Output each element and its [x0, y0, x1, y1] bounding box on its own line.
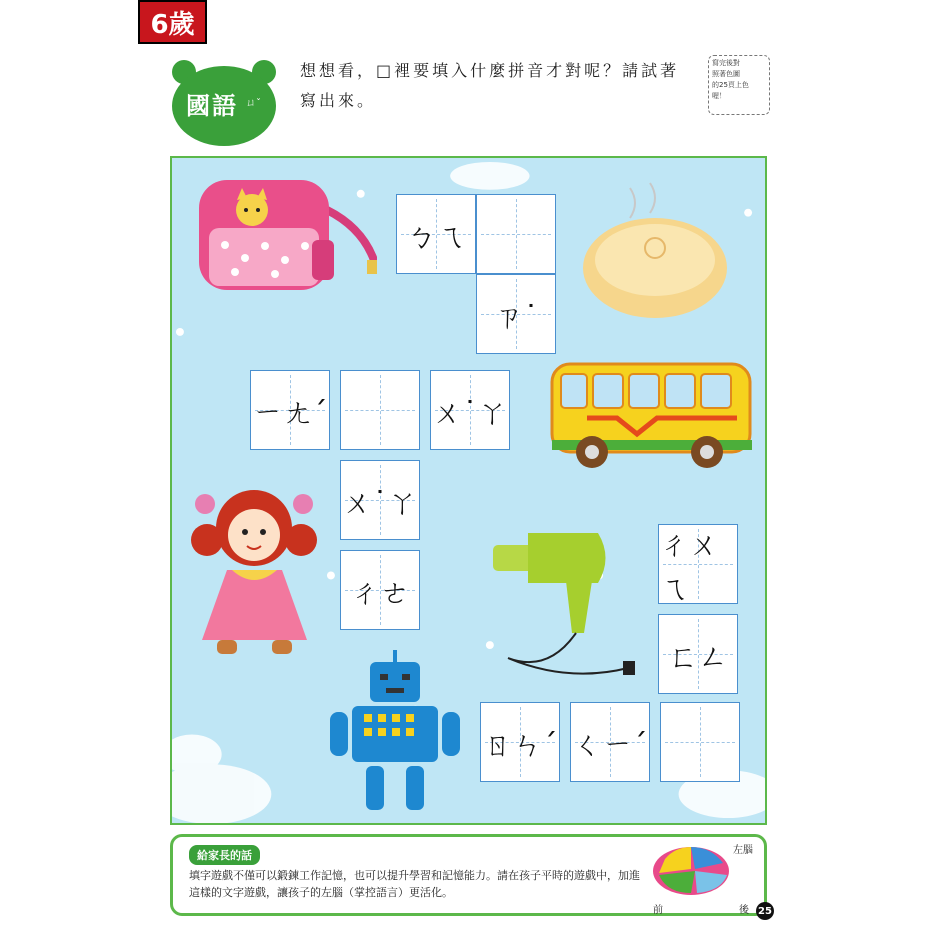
- parent-note-text: 填字遊戲不僅可以鍛鍊工作記憶，也可以提升學習和記憶能力。請在孩子平時的遊戲中，加進這樣的文字遊戲，讓孩子的左腦（掌控語言）更活化。: [189, 869, 640, 899]
- crossword-cell[interactable]: [480, 702, 560, 782]
- crossword-cell-text: ㄗ˙: [493, 300, 539, 335]
- crossword-cell-text: ㄑㄧˊ: [572, 728, 648, 763]
- brain-left-label: 左腦: [733, 845, 753, 856]
- instructions: 想想看，□裡要填入什麼拼音才對呢？請試著寫出來。: [300, 61, 680, 110]
- backpack-illustration: [187, 170, 377, 300]
- coloring-note-line: 寫完後對: [712, 59, 740, 67]
- age-badge: 6歲: [138, 0, 207, 44]
- coloring-note-line: 的25頁上色: [712, 81, 749, 89]
- crossword-cell-text: ㄧㄤˊ: [252, 396, 328, 431]
- crossword-cell[interactable]: [658, 524, 738, 604]
- crossword-cell-text: ㄔㄨㄟ: [659, 528, 719, 604]
- brain-front-label: 前: [653, 905, 663, 916]
- coloring-note-line: 照著色圖: [712, 70, 740, 78]
- crossword-cell[interactable]: [570, 702, 650, 782]
- parent-note-title: 給家長的話: [189, 845, 260, 865]
- brain-back-label: 後: [739, 905, 749, 916]
- crossword-cell-blank[interactable]: [660, 702, 740, 782]
- parent-note: [170, 834, 767, 916]
- crossword-cell-text: ㄖㄣˊ: [482, 728, 558, 763]
- crossword-cell-blank[interactable]: [476, 194, 556, 274]
- crossword-cell-text: ㄅㄟ: [406, 220, 466, 255]
- robot-illustration: [330, 648, 460, 818]
- subject-title: 國語: [186, 92, 238, 120]
- steamed-bun-illustration: [580, 178, 740, 318]
- crossword-cell[interactable]: [250, 370, 330, 450]
- crossword-cell[interactable]: [340, 550, 420, 630]
- crossword-cell-text: ㄔㄜ: [350, 576, 410, 611]
- crossword-cell[interactable]: [340, 460, 420, 540]
- brain-icon: [651, 845, 731, 899]
- crossword-board: [170, 156, 767, 825]
- crossword-cell[interactable]: [658, 614, 738, 694]
- doll-illustration: [187, 480, 322, 660]
- coloring-note-line: 喔！: [712, 92, 726, 100]
- coloring-note: [708, 55, 770, 115]
- crossword-cell[interactable]: [396, 194, 476, 274]
- crossword-cell[interactable]: [476, 274, 556, 354]
- crossword-cell-text: ㄈㄥ: [668, 640, 728, 675]
- subject-ruby: ㄩˇ: [246, 98, 261, 109]
- crossword-cell-text: ㄨ˙ㄚ: [342, 486, 418, 521]
- hair-dryer-illustration: [488, 523, 648, 688]
- bus-illustration: [547, 356, 757, 474]
- crossword-cell-blank[interactable]: [340, 370, 420, 450]
- crossword-cell-text: ㄨ˙ㄚ: [432, 396, 508, 431]
- page-number: 25: [756, 902, 774, 920]
- crossword-cell[interactable]: [430, 370, 510, 450]
